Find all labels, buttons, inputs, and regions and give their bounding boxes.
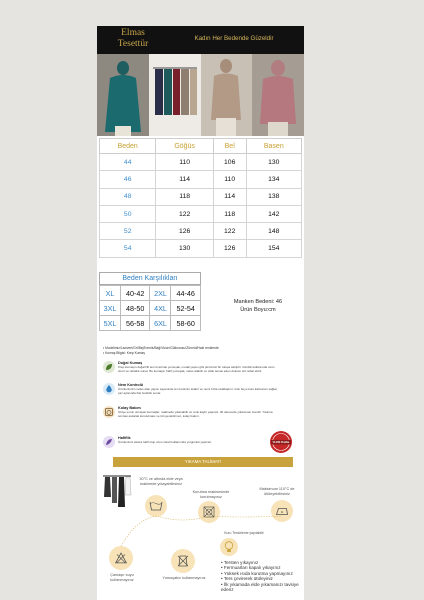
- wash-30-icon: [150, 501, 163, 511]
- table-row: 3XL 48-50 4XL 52-54: [100, 301, 201, 316]
- header-bar: [97, 26, 304, 54]
- quality-badge: %100 Kalite: [269, 430, 293, 454]
- care-title-bar: YIKAMA TALİMATI: [113, 457, 293, 467]
- col-header-hip: Basen: [246, 139, 301, 154]
- table-row: 52 126 122 148: [100, 223, 302, 240]
- care-connector-lines: [97, 512, 304, 552]
- no-softener-icon: [177, 555, 189, 567]
- product-photo-rose[interactable]: [252, 54, 304, 136]
- care-softener: [171, 549, 195, 573]
- product-photo-beige[interactable]: [201, 54, 253, 136]
- size-table: [99, 138, 302, 258]
- care-tips-list: [221, 560, 301, 592]
- care-dryclean-label: Kuru Temizleme yapılabilir: [224, 531, 264, 535]
- list-item: • Ters çevirerek ütüleyiniz: [221, 576, 273, 582]
- product-notes: [103, 346, 297, 355]
- care-wash-label: 30°C ve altında elde veya makinede yıkayabilirsiniz: [139, 477, 183, 486]
- brand-logo: Elmas Tesettür: [117, 28, 149, 49]
- list-item: • Fermuarları kapalı yıkayınız: [221, 565, 281, 571]
- table-row: 54 130 126 154: [100, 240, 302, 257]
- size-correspondence-title: Beden Karşılıkları: [99, 272, 201, 285]
- leaf-icon: [103, 361, 115, 373]
- care-iron-label: Maksimum 110°C de ütüleyebilirsiniz: [259, 487, 295, 496]
- table-row: 44 110 106 130: [100, 154, 302, 171]
- table-row: 50 122 118 142: [100, 205, 302, 222]
- tagline: Kadın Her Bedende Güzeldir: [194, 35, 274, 42]
- col-header-waist: Bel: [213, 139, 246, 154]
- table-row: XL 40-42 2XL 44-46: [100, 286, 201, 301]
- list-item: • Tersten yıkayınız: [221, 560, 259, 565]
- no-bleach-icon: [115, 553, 127, 564]
- list-item: • İlk yıkamada elde yıkamanızı tavsiye ederiz: [221, 581, 299, 593]
- droplet-icon: [103, 383, 115, 395]
- care-softener-label: Yumuşatıcı kullanmayınız: [162, 576, 206, 580]
- list-item: • Yüksek ısıda kurutma yapmayınız: [221, 570, 293, 576]
- table-row: 46 114 110 134: [100, 171, 302, 188]
- note-fabric: • Kumaş Bilgisi: Krep Kumaş: [103, 350, 145, 355]
- clothes-rack-illustration: [101, 473, 133, 509]
- care-bleach-label: Çamaşır suyu kullanmayınız: [110, 573, 134, 582]
- care-tumble-label: Kurutma makinesinde kurutmayınız: [192, 490, 230, 499]
- note-colors: • Modelimiz/Lacivert/Gri/Bej/Kemik/Bağ/Vizon/Gülkurusu/Zümrüt/Haki renklerde: [103, 346, 219, 350]
- product-photo-strip: [97, 54, 304, 136]
- product-photo-teal[interactable]: [97, 54, 149, 136]
- table-row: 5XL 56-58 6XL 58-60: [100, 316, 201, 331]
- model-info: Manken Bedeni: 46 Ürün Boyu:cm: [233, 299, 283, 313]
- col-header-size: Beden: [100, 139, 156, 154]
- table-row: 48 118 114 138: [100, 188, 302, 205]
- washing-machine-icon: [103, 406, 115, 418]
- product-detail-page: Elmas Tesettür Kadın Her Bedende Güzeldir Beden Göğüs Bel Basen 44 110 106 130 46 114 110 134 48 118 114 138 50 122 118 142 52 126 122 148 54 130 126 154 Beden Karşılıkları XL 40-42 2XL 44-46 3XL 48-50 4XL 52-54 5XL 56-58 6XL 58-60 Manken Bedeni: 46 Ürün Boyu:cm • Modelimiz/Lacivert/Gri/Bej/Kemik/Bağ/Vizon/Gülkurusu/Zümrüt/Haki renklerde • Kumaş Bilgisi: Krep Kumaş Doğal Kumaş Krep kumaşın doğal lifli teni üzerinde yumuşak, modal yapısı gibi pürüzsüz bir tutuşa sahiptir. Günlük kullanımda uzun ömür ve rahatlık sunar. Bu kumaşın hafif yumuşak, nefes alabilir ve cilde temas eden dokusu sizi rahat ettirir. Nem Kontrolü Ürünlerimizin nefes alan yapısı sayesinde ter üretimini azaltır ve nemi hızla uzaklaştırır. Gün boyu kuru kalmanızı sağlar, yaz aylarında bile ferahlık sunar. Kolay Bakım Ütüye sorun olmayan kumaşlar, makinede yıkanabilir ve renk kaybı yapmaz. 30 derecede yıkanması önerilir. Yıkama sonrası asılarak kurutulması ve ütü gerektirmez, kolay bakım. Hafiflik Ürünlerimiz ekstra hafif olup uzun süreli kullanımda yorgunluk yapmaz. %100 Kalite YIKAMA TALİMATI 30°C ve altında elde veya makinede yıkayabilirsiniz Kurutma makinesinde kurutmayınız Maksimum 110°C de ütüleyebilirsiniz Kuru Temizleme yapılabilir Çamaşır suyu kullanmayınız Yumuşatıcı kullanmayınız • Tersten yıkayınız • Fermuarları kapalı yıkayınız • Yüksek ısıda kurutma yapmayınız • Ters çevirerek ütüleyiniz • İlk yıkamada elde yıkamanızı tavsiye ederiz: [97, 26, 304, 600]
- product-photo-rack[interactable]: [149, 54, 201, 136]
- size-correspondence-table: [99, 285, 201, 331]
- col-header-chest: Göğüs: [156, 139, 213, 154]
- feather-icon: [103, 436, 115, 448]
